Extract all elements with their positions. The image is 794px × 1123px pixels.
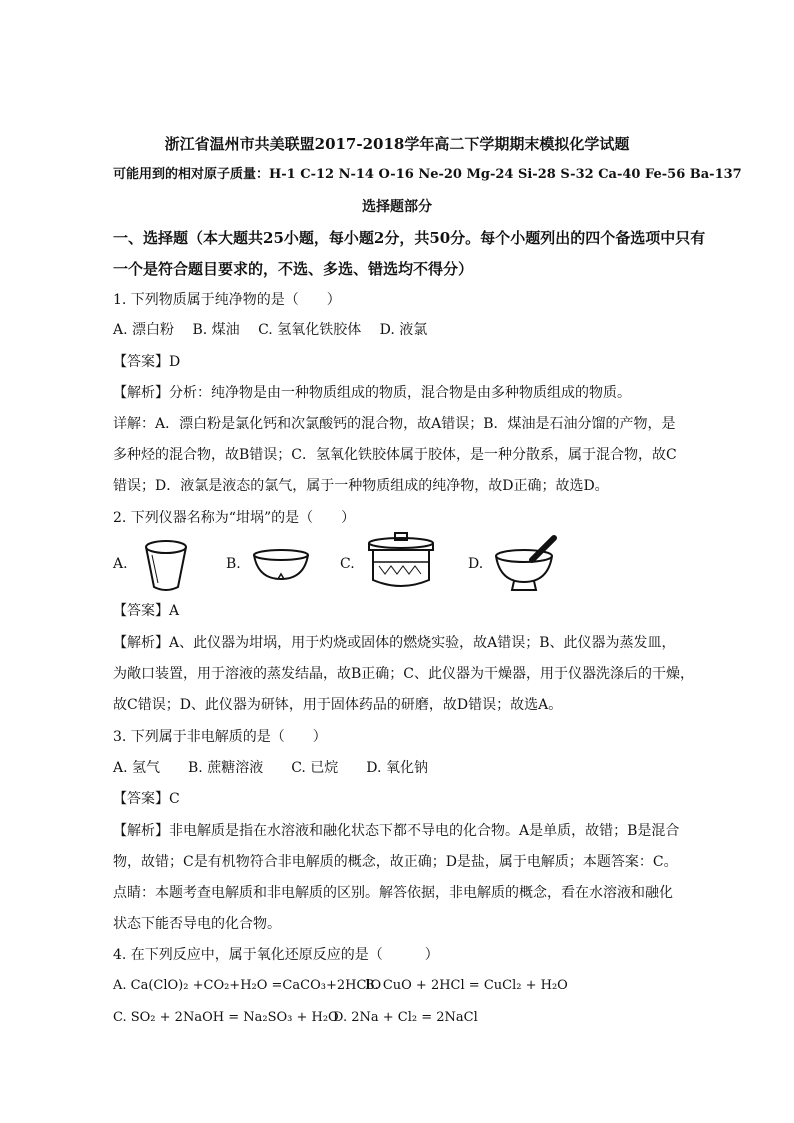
q4-option-d: D. 2Na + Cl₂ = 2NaCl <box>333 1010 478 1025</box>
q3-analysis: 【解析】非电解质是指在水溶液和融化状态下都不导电的化合物。A是单质，故错；B是混合 <box>113 823 680 839</box>
evaporating-dish-icon <box>250 547 312 583</box>
instructions-line-1: 一、选择题（本大题共25小题，每小题2分，共50分。每个小题列出的四个备选项中只有 <box>113 229 706 247</box>
q2-option-b-label: B. <box>226 556 241 572</box>
mortar-and-pestle-icon <box>492 534 564 594</box>
q1-analysis: 多种烃的混合物，故B错误；C．氢氧化铁胶体属于胶体，是一种分散系，属于混合物，故C <box>113 447 677 463</box>
q1-stem: 1. 下列物质属于纯净物的是（ ） <box>113 292 341 308</box>
q2-stem: 2. 下列仪器名称为“坩埚”的是（ ） <box>113 510 356 526</box>
q1-answer: 【答案】D <box>113 354 181 370</box>
q2-option-a-label: A. <box>113 556 128 572</box>
q2-option-d-label: D. <box>468 556 484 572</box>
section-title: 选择题部分 <box>362 199 432 215</box>
q2-analysis: 故C错误；D、此仪器为研钵，用于固体药品的研磨，故D错误；故选A。 <box>113 697 563 713</box>
q4-option-c: C. SO₂ + 2NaOH = Na₂SO₃ + H₂O <box>113 1010 339 1025</box>
q1-analysis: 详解：A．漂白粉是氯化钙和次氯酸钙的混合物，故A错误；B．煤油是石油分馏的产物，是 <box>113 416 676 432</box>
q3-analysis: 物，故错；C是有机物符合非电解质的概念，故正确；D是盐，属于电解质；本题答案：C。 <box>113 854 678 870</box>
q3-analysis: 状态下能否导电的化合物。 <box>113 916 281 932</box>
q4-option-b: B. CuO + 2HCl = CuCl₂ + H₂O <box>365 978 568 993</box>
q1-analysis: 错误；D．液氯是液态的氯气，属于一种物质组成的纯净物，故D正确；故选D。 <box>113 478 609 494</box>
crucible-icon <box>140 537 192 593</box>
desiccator-icon <box>365 530 437 594</box>
page-title: 浙江省温州市共美联盟2017-2018学年高二下学期期末模拟化学试题 <box>164 135 630 153</box>
q2-option-c-label: C. <box>340 556 355 572</box>
q3-answer: 【答案】C <box>113 791 180 807</box>
q2-analysis: 为敞口装置，用于溶液的蒸发结晶，故B正确；C、此仪器为干燥器，用于仪器洗涤后的干燥， <box>113 666 694 682</box>
q1-analysis: 【解析】分析：纯净物是由一种物质组成的物质，混合物是由多种物质组成的物质。 <box>113 385 631 401</box>
q1-options: A. 漂白粉 B. 煤油 C. 氢氧化铁胶体 D. 液氯 <box>113 322 428 338</box>
instructions-line-2: 一个是符合题目要求的，不选、多选、错选均不得分） <box>113 260 474 278</box>
q2-analysis: 【解析】A、此仪器为坩埚，用于灼烧或固体的燃烧实验，故A错误；B、此仪器为蒸发皿， <box>113 635 676 651</box>
q2-answer: 【答案】A <box>113 603 180 619</box>
q4-option-a: A. Ca(ClO)₂ +CO₂+H₂O =CaCO₃+2HClO <box>113 978 382 993</box>
q4-stem: 4. 在下列反应中，属于氧化还原反应的是（ ） <box>113 947 439 963</box>
q3-stem: 3. 下列属于非电解质的是（ ） <box>113 729 327 745</box>
atomic-masses: 可能用到的相对原子质量：H-1 C-12 N-14 O-16 Ne-20 Mg-24 Si-28 S-32 Ca-40 Fe-56 Ba-137 <box>113 167 742 182</box>
q3-analysis: 点睛：本题考查电解质和非电解质的区别。解答依据，非电解质的概念，看在水溶液和融化 <box>113 885 673 901</box>
q3-options: A. 氢气 B. 蔗糖溶液 C. 已烷 D. 氧化钠 <box>113 760 428 776</box>
